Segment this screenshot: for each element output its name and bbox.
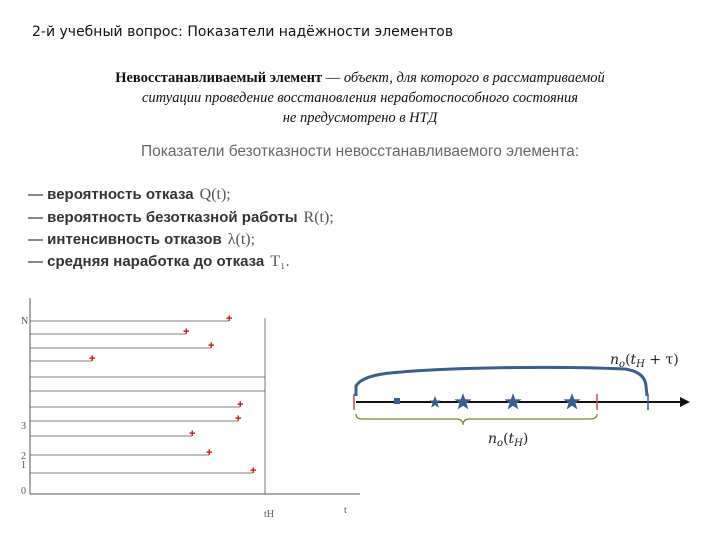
indicator-symbol: R(t); <box>303 209 334 226</box>
arc-label: no(tH + τ) <box>610 352 679 370</box>
indicator-name: вероятность отказа <box>47 186 194 203</box>
indicator-symbol: λ(t); <box>227 231 256 248</box>
failure-marker: + <box>183 326 190 338</box>
definition-term: Невосстанавливаемый элемент <box>115 70 323 86</box>
failure-marker: + <box>189 428 196 440</box>
failure-marker: + <box>89 353 96 365</box>
failure-marker: + <box>208 340 215 352</box>
y-label-2: 2 <box>21 451 26 462</box>
failure-marker: + <box>250 465 257 477</box>
failure-star-icon <box>429 396 440 408</box>
left-diagram <box>21 298 360 520</box>
axis-arrow-icon <box>680 397 690 407</box>
y-label-n: N <box>21 316 29 327</box>
indicator-name: интенсивность отказов <box>47 231 222 248</box>
indicators-heading: Показатели безотказности невосстанавливаемого элемента: <box>140 143 580 160</box>
definition-dash: — <box>322 70 344 86</box>
y-label-1: 1 <box>21 460 26 471</box>
indicator-dash: — <box>28 253 48 270</box>
slide-title: 2-й учебный вопрос: Показатели надёжности элементов <box>32 24 454 40</box>
failure-square-icon <box>394 398 400 404</box>
failure-star-icon <box>454 393 471 409</box>
failure-star-icon <box>563 393 580 409</box>
failure-star-icon <box>504 393 521 409</box>
x-label-t: t <box>344 505 347 516</box>
failure-marker: + <box>237 399 244 411</box>
indicator-name: вероятность безотказной работы <box>47 209 298 226</box>
definition-line-3: не предусмотрено в НТД <box>282 110 438 126</box>
brace-label: no(tH) <box>488 431 529 449</box>
definition-text-1: объект, для которого в рассматриваемой <box>343 70 605 86</box>
interval-arc <box>356 367 647 396</box>
indicator-dash: — <box>28 186 48 203</box>
indicator-symbol: T₁. <box>270 253 290 270</box>
x-label-tn: tН <box>264 509 274 520</box>
y-label-3: 3 <box>21 421 26 432</box>
indicator-dash: — <box>28 209 48 226</box>
indicator-dash: — <box>28 231 48 248</box>
failure-marker: + <box>226 313 233 325</box>
failure-marker: + <box>235 413 242 425</box>
right-diagram <box>354 352 690 449</box>
interval-brace <box>356 414 597 425</box>
indicator-name: средняя наработка до отказа <box>47 253 265 270</box>
definition-line-2: ситуации проведение восстановления неработоспособного состояния <box>142 90 578 106</box>
failure-marker: + <box>206 447 213 459</box>
indicator-symbol: Q(t); <box>199 186 231 203</box>
y-label-0: 0 <box>21 486 26 497</box>
